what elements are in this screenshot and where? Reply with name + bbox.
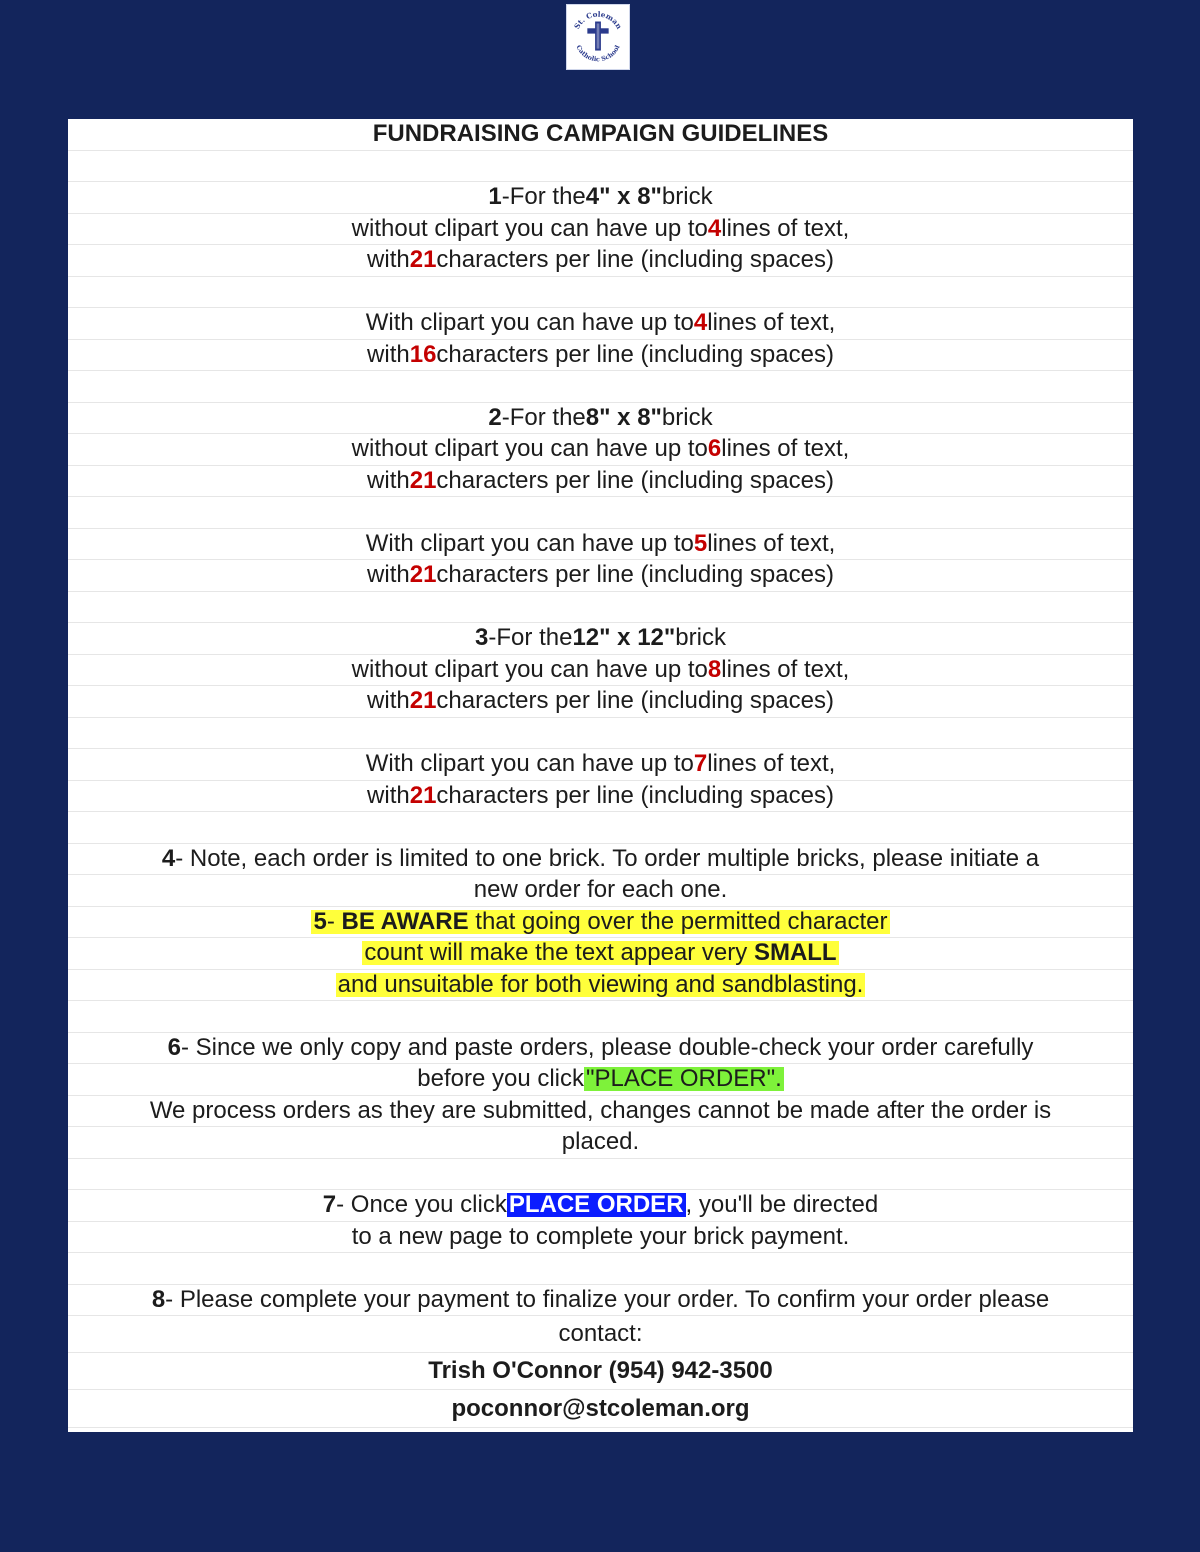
warning-highlight: 5- BE AWARE that going over the permitted character xyxy=(313,907,888,935)
guideline-7-line-1: 7 - Once you click PLACE ORDER , you'll be directed xyxy=(68,1190,1133,1222)
guideline-2-no-clipart-chars: with 21 characters per line (including spaces) xyxy=(68,466,1133,498)
guideline-4-line-2: new order for each one. xyxy=(68,875,1133,907)
spacer xyxy=(68,812,1133,844)
logo-top-text: St. Coleman xyxy=(572,9,624,31)
guideline-2-clipart-lines: With clipart you can have up to 5 lines of text, xyxy=(68,529,1133,561)
guideline-1-clipart-lines: With clipart you can have up to 4 lines of text, xyxy=(68,308,1133,340)
guideline-5-line-1 xyxy=(68,907,1133,939)
guideline-2-heading: 2 -For the 8" x 8" brick xyxy=(68,403,1133,435)
spacer xyxy=(68,497,1133,529)
cross-icon xyxy=(587,22,608,51)
page-title: FUNDRAISING CAMPAIGN GUIDELINES xyxy=(68,119,1133,151)
guideline-3-clipart-chars: with 21 characters per line (including spaces) xyxy=(68,781,1133,813)
guideline-7-line-2: to a new page to complete your brick payment. xyxy=(68,1222,1133,1254)
spacer xyxy=(68,718,1133,750)
guideline-3-clipart-lines: With clipart you can have up to 7 lines of text, xyxy=(68,749,1133,781)
guideline-8-line-2: contact: xyxy=(68,1316,1133,1353)
contact-name-phone: Trish O'Connor (954) 942-3500 xyxy=(68,1353,1133,1390)
spacer xyxy=(68,592,1133,624)
spacer xyxy=(68,1159,1133,1191)
warning-highlight: and unsuitable for both viewing and sandblasting. xyxy=(337,970,864,998)
guideline-3-no-clipart-lines: without clipart you can have up to 8 lines of text, xyxy=(68,655,1133,687)
guideline-6-line-1: 6 - Since we only copy and paste orders, please double-check your order carefully xyxy=(68,1033,1133,1065)
warning-highlight: count will make the text appear very SMALL xyxy=(364,939,837,967)
guideline-4-line-1: 4 - Note, each order is limited to one brick. To order multiple bricks, please initiate a xyxy=(68,844,1133,876)
guideline-2-clipart-chars: with 21 characters per line (including spaces) xyxy=(68,560,1133,592)
guideline-1-heading: 1 -For the 4" x 8" brick xyxy=(68,182,1133,214)
guideline-6-line-3: We process orders as they are submitted, changes cannot be made after the order is xyxy=(68,1096,1133,1128)
school-logo xyxy=(566,4,630,70)
place-order-highlight: "PLACE ORDER". xyxy=(586,1065,782,1093)
spacer xyxy=(68,151,1133,183)
spacer xyxy=(68,1001,1133,1033)
guideline-1-no-clipart-chars: with 21 characters per line (including spaces) xyxy=(68,245,1133,277)
school-seal-graphic xyxy=(567,5,629,69)
guideline-8-line-1: 8 - Please complete your payment to finalize your order. To confirm your order please xyxy=(68,1285,1133,1317)
guidelines-sheet xyxy=(68,119,1133,1432)
guideline-2-no-clipart-lines: without clipart you can have up to 6 lines of text, xyxy=(68,434,1133,466)
spacer xyxy=(68,277,1133,309)
guideline-6-line-4: placed. xyxy=(68,1127,1133,1159)
logo-bottom-text: Catholic School xyxy=(574,44,622,64)
guideline-3-heading: 3 -For the 12" x 12" brick xyxy=(68,623,1133,655)
guideline-5-line-2 xyxy=(68,938,1133,970)
guideline-6-line-2: before you click "PLACE ORDER". xyxy=(68,1064,1133,1096)
spacer xyxy=(68,1253,1133,1285)
guideline-1-no-clipart-lines: without clipart you can have up to 4 lines of text, xyxy=(68,214,1133,246)
guideline-1-clipart-chars: with 16 characters per line (including spaces) xyxy=(68,340,1133,372)
guideline-5-line-3 xyxy=(68,970,1133,1002)
spacer xyxy=(68,371,1133,403)
contact-email[interactable]: poconnor@stcoleman.org xyxy=(68,1390,1133,1428)
place-order-label: PLACE ORDER xyxy=(508,1191,684,1219)
guideline-3-no-clipart-chars: with 21 characters per line (including spaces) xyxy=(68,686,1133,718)
